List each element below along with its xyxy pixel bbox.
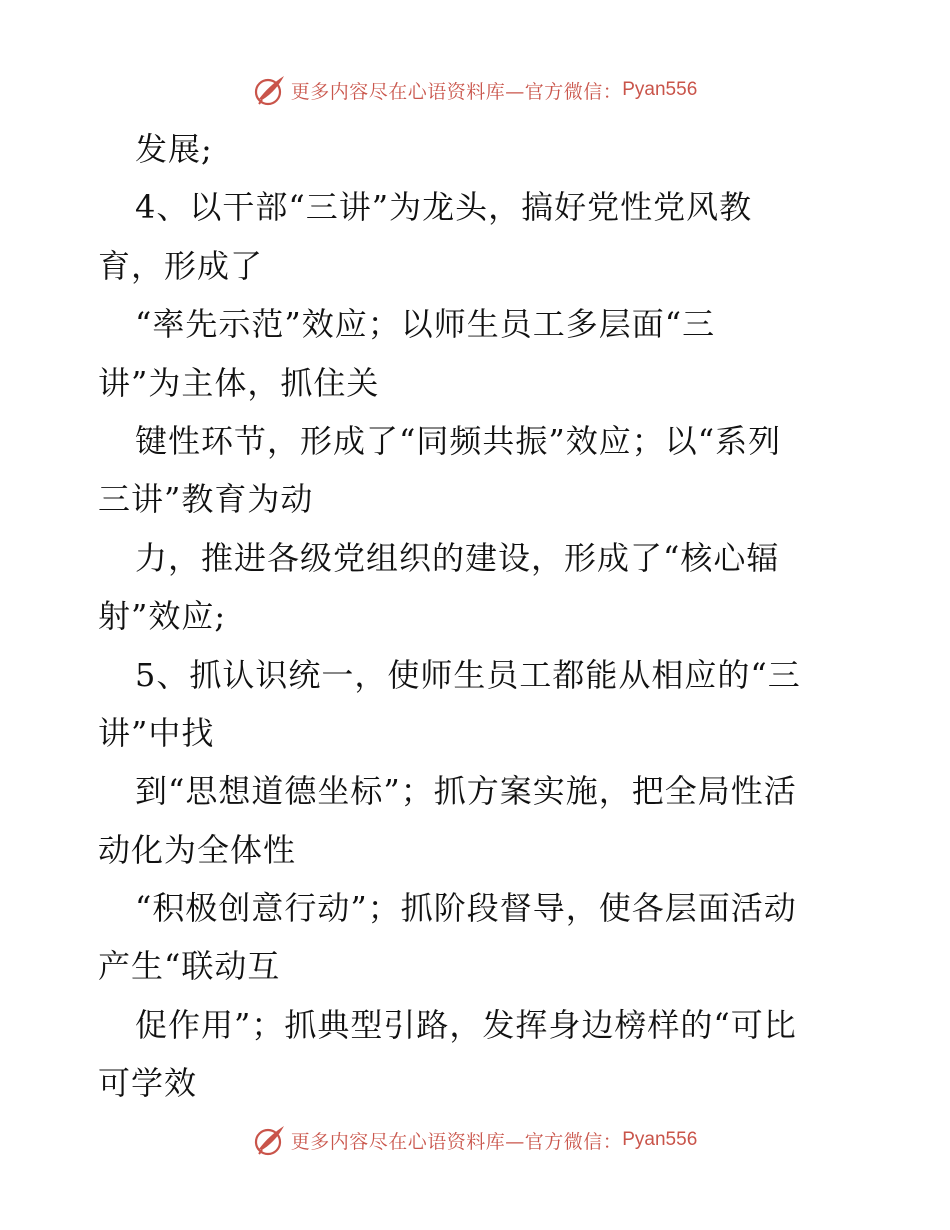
text-line: 力，推进各级党组织的建设，形成了“核心辐 — [135, 538, 780, 577]
quill-pen-logo-icon — [253, 1123, 287, 1157]
text-line: “率先示范”效应；以师生员工多层面“三 — [135, 305, 716, 344]
text-line: 三讲”教育为动 — [98, 480, 314, 519]
text-line: 发展; — [135, 130, 213, 168]
header-banner — [0, 70, 950, 110]
text-line: 5、抓认识统一，使师生员工都能从相应的“三 — [135, 655, 801, 694]
header-banner-id: Pyan556 — [622, 79, 698, 100]
footer-banner-text: 更多内容尽在心语资料库—官方微信： — [290, 1130, 623, 1153]
quill-pen-logo-icon — [253, 73, 287, 107]
footer-banner — [0, 1120, 950, 1160]
document-body — [98, 120, 858, 1113]
header-banner-text: 更多内容尽在心语资料库—官方微信： — [290, 80, 623, 103]
footer-banner-id: Pyan556 — [622, 1129, 698, 1150]
text-line: 射”效应; — [98, 597, 227, 636]
text-line: 促作用”；抓典型引路，发挥身边榜样的“可比 — [135, 1005, 797, 1044]
text-line: 育，形成了 — [98, 246, 264, 285]
text-line: 可学效 — [98, 1064, 198, 1103]
text-line: “积极创意行动”；抓阶段督导，使各层面活动 — [135, 889, 797, 928]
text-line: 动化为全体性 — [98, 830, 297, 869]
text-line: 4、以干部“三讲”为龙头，搞好党性党风教 — [135, 188, 753, 227]
text-line: 讲”为主体，抓住关 — [98, 363, 380, 402]
text-line: 键性环节，形成了“同频共振”效应；以“系列 — [135, 421, 782, 460]
text-line: 产生“联动互 — [98, 947, 281, 986]
text-line: 讲”中找 — [98, 713, 215, 752]
text-line: 到“思想道德坐标”；抓方案实施，把全局性活 — [135, 772, 797, 811]
